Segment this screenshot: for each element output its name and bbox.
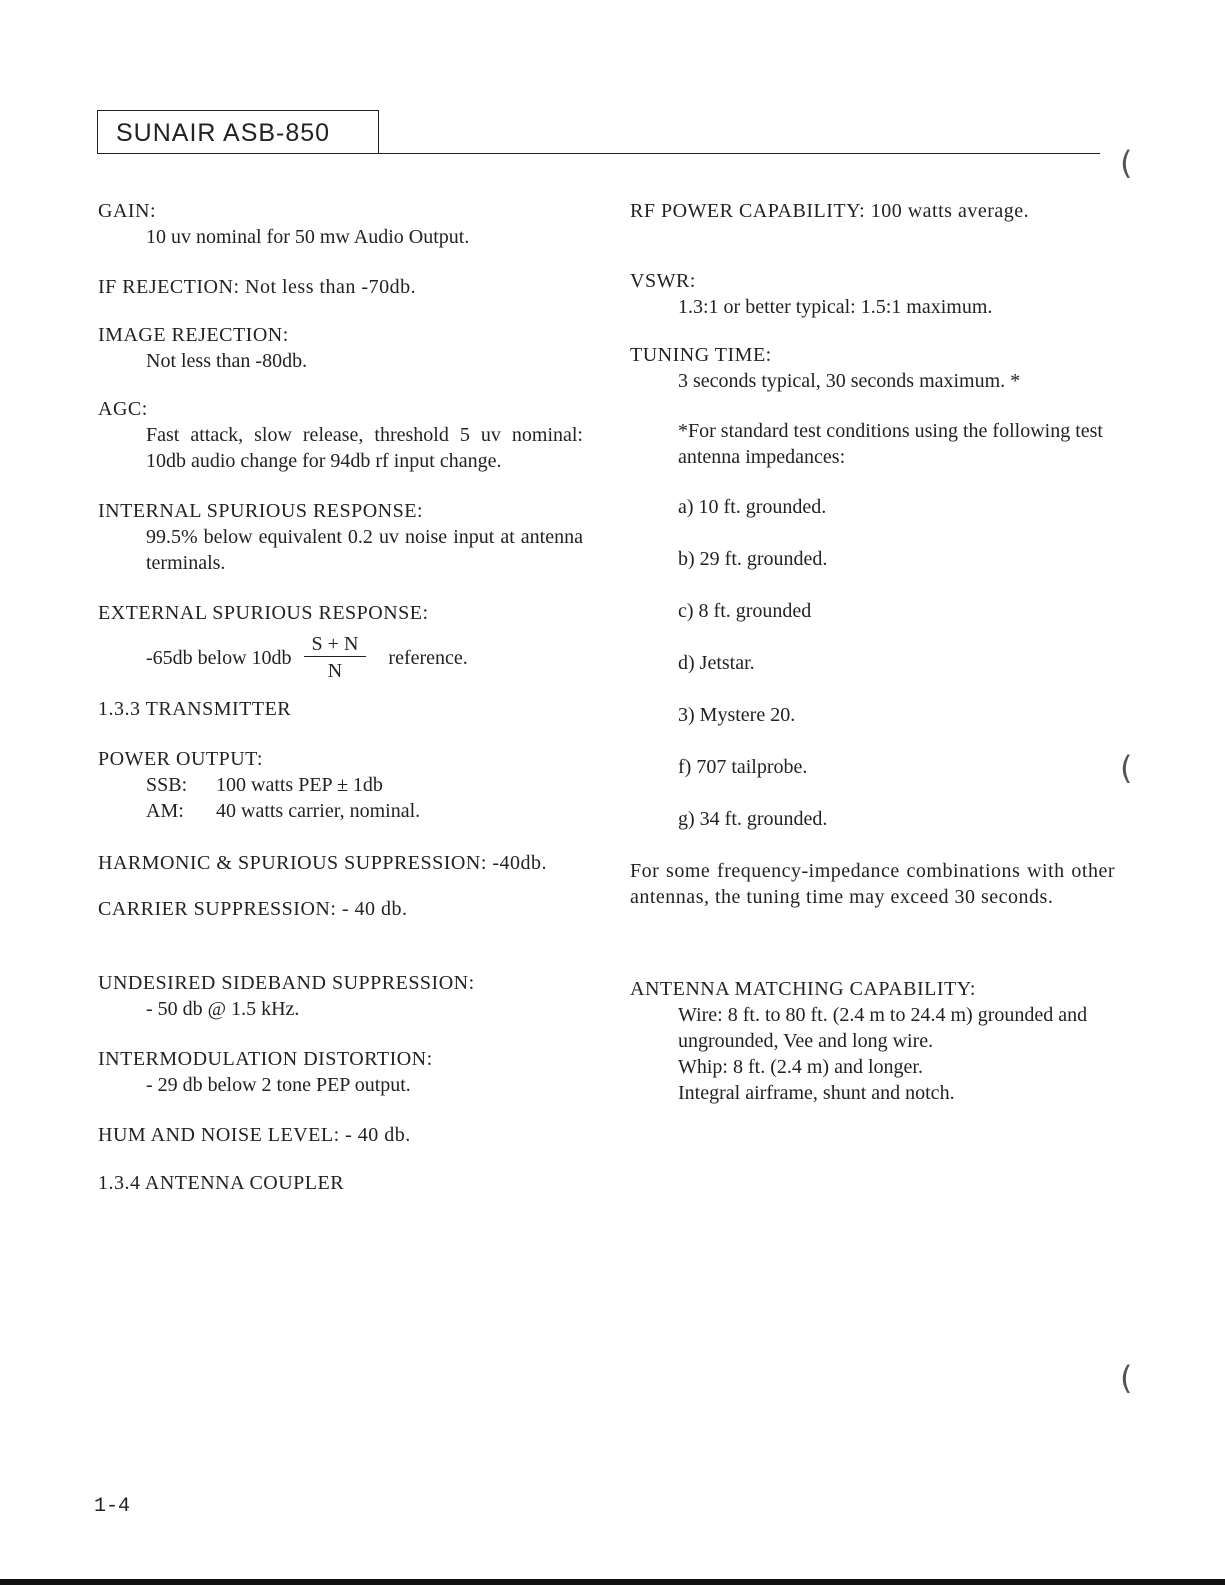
gain-text: 10 uv nominal for 50 mw Audio Output. [146,226,470,248]
harmonic-suppression: HARMONIC & SPURIOUS SUPPRESSION: -40db. [98,852,548,874]
test-antenna-item: d) Jetstar. [678,652,755,674]
power-row-value: 100 watts PEP ± 1db [216,774,383,796]
left-column [98,198,583,1196]
antenna-matching-line: Integral airframe, shunt and notch. [678,1082,955,1104]
internal-spurious-section [98,498,583,576]
agc-section [98,396,583,474]
vswr-section [630,268,1115,320]
hum-noise-level: HUM AND NOISE LEVEL: - 40 db. [98,1124,411,1146]
agc-heading: AGC: [98,398,148,420]
rf-power-capability: RF POWER CAPABILITY: 100 watts average. [630,200,1030,222]
intermod-heading: INTERMODULATION DISTORTION: [98,1048,433,1070]
tuning-time-heading: TUNING TIME: [630,344,772,366]
power-row-label: AM: [146,800,184,822]
carrier-suppression: CARRIER SUPPRESSION: - 40 db. [98,898,408,920]
tuning-time-remark: For some frequency-impedance combinations with other antennas, the tuning time may exceed 30 seconds. [630,860,1115,908]
undesired-sideband-heading: UNDESIRED SIDEBAND SUPPRESSION: [98,972,475,994]
image-rejection-section [98,322,583,374]
undesired-sideband-section [98,970,583,1022]
tuning-time-text: 3 seconds typical, 30 seconds maximum. * [678,370,1021,392]
scan-bottom-edge [0,1579,1225,1585]
external-spurious-heading: EXTERNAL SPURIOUS RESPONSE: [98,602,429,624]
power-output-row [98,772,583,798]
external-spurious-formula [98,626,583,690]
document-title: SUNAIR ASB-850 [116,119,331,147]
intermod-text: - 29 db below 2 tone PEP output. [146,1074,411,1096]
tuning-time-note: *For standard test conditions using the following test antenna impedances: [678,420,1103,468]
binder-hole-mark: ( [1120,144,1133,182]
antenna-matching-section [630,976,1115,1106]
power-output-section [98,746,583,824]
binder-hole-mark: ( [1120,749,1133,787]
power-row-value: 40 watts carrier, nominal. [216,800,421,822]
test-antenna-item: g) 34 ft. grounded. [678,808,828,830]
power-output-row [98,798,583,824]
internal-spurious-text: 99.5% below equivalent 0.2 uv noise input at antenna terminals. [146,526,583,574]
test-antenna-item: 3) Mystere 20. [678,704,796,726]
fraction-numerator: S + N [304,632,367,657]
binder-hole-mark: ( [1120,1359,1133,1397]
test-antenna-item: f) 707 tailprobe. [678,756,808,778]
image-rejection-heading: IMAGE REJECTION: [98,324,289,346]
agc-text: Fast attack, slow release, threshold 5 uv nominal: 10db audio change for 94db rf input change. [146,424,583,472]
document-title-box [97,110,379,154]
right-column [630,198,1115,1106]
snr-fraction [304,632,367,685]
power-row-label: SSB: [146,774,188,796]
internal-spurious-heading: INTERNAL SPURIOUS RESPONSE: [98,500,424,522]
transmitter-heading: 1.3.3 TRANSMITTER [98,698,292,720]
test-antenna-item: a) 10 ft. grounded. [678,496,827,518]
antenna-matching-heading: ANTENNA MATCHING CAPABILITY: [630,978,976,1000]
antenna-matching-line: Whip: 8 ft. (2.4 m) and longer. [678,1056,923,1078]
if-rejection: IF REJECTION: Not less than -70db. [98,276,417,298]
antenna-coupler-heading: 1.3.4 ANTENNA COUPLER [98,1172,345,1194]
external-spurious-section [98,600,583,690]
tuning-time-section [630,342,1115,910]
power-output-heading: POWER OUTPUT: [98,748,263,770]
page-number: 1-4 [94,1495,131,1518]
gain-heading: GAIN: [98,200,157,222]
formula-suffix: reference. [388,647,468,669]
test-antenna-item: c) 8 ft. grounded [678,600,812,622]
vswr-heading: VSWR: [630,270,696,292]
gain-section [98,198,583,250]
antenna-matching-line: Wire: 8 ft. to 80 ft. (2.4 m to 24.4 m) grounded and ungrounded, Vee and long wire. [678,1004,1088,1052]
test-antenna-item: b) 29 ft. grounded. [678,548,828,570]
image-rejection-text: Not less than -80db. [146,350,308,372]
fraction-denominator: N [327,659,343,682]
undesired-sideband-text: - 50 db @ 1.5 kHz. [146,998,300,1020]
intermod-section [98,1046,583,1098]
header-rule [97,153,1100,154]
vswr-text: 1.3:1 or better typical: 1.5:1 maximum. [678,296,993,318]
formula-prefix: -65db below 10db [146,647,292,669]
